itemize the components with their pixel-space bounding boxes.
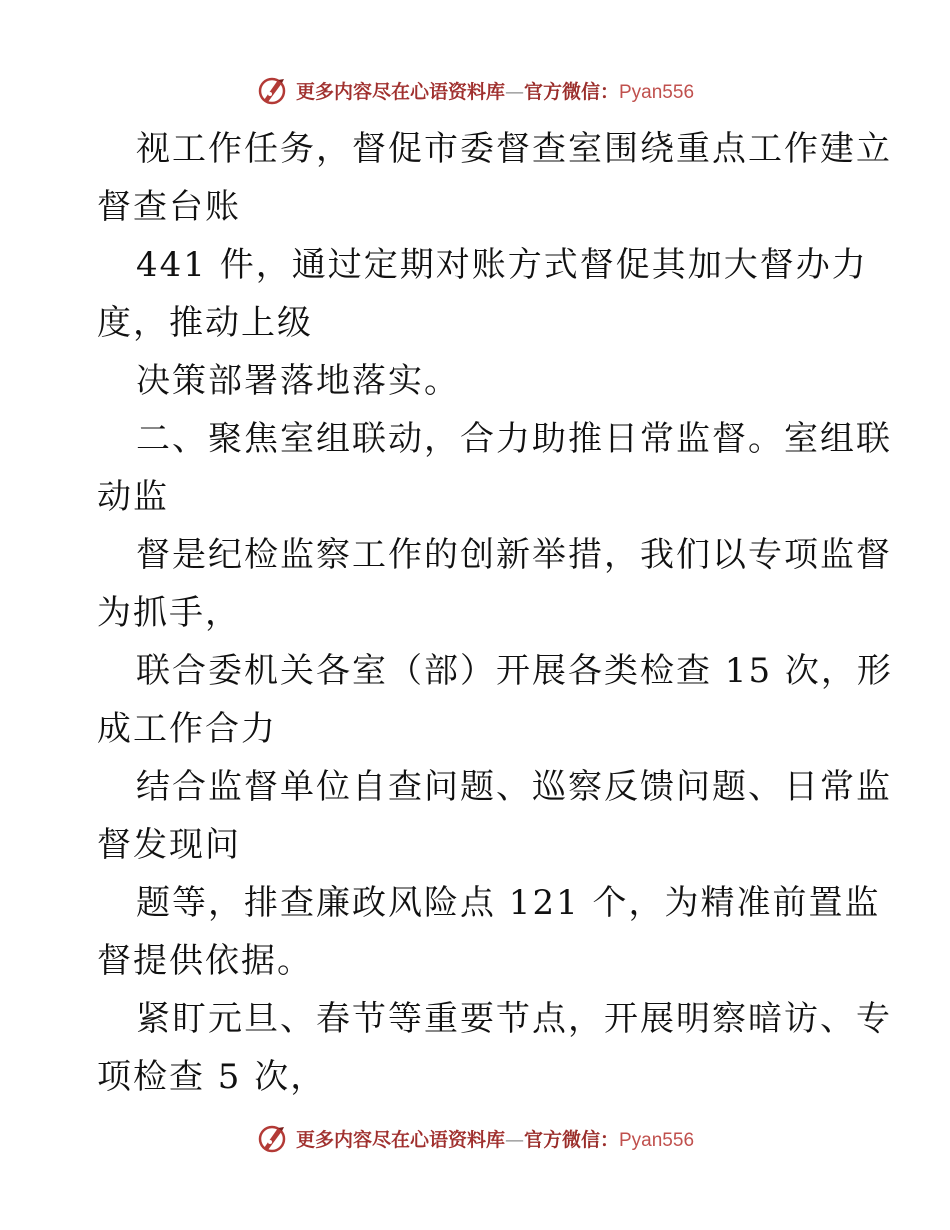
pen-logo-icon [256,74,288,106]
body-line: 紧盯元旦、春节等重要节点，开展明察暗访、专 [136,999,892,1039]
footer-banner-official: 官方微信： [523,1128,619,1151]
footer-banner-dash: — [504,1128,524,1151]
body-line: 督是纪检监察工作的创新举措，我们以专项监督 [136,535,892,575]
body-line: 成工作合力 [97,709,277,749]
body-line: 督提供依据。 [97,941,313,981]
body-line: 度，推动上级 [97,303,313,343]
header-banner-title: 更多内容尽在心语资料库 [295,80,505,103]
header-banner-official: 官方微信： [523,80,619,103]
footer-banner-title: 更多内容尽在心语资料库 [295,1128,505,1151]
footer-banner [0,1118,950,1158]
body-line: 决策部署落地落实。 [136,361,460,401]
body-line: 督查台账 [97,187,241,227]
body-line: 结合监督单位自查问题、巡察反馈问题、日常监 [136,767,892,807]
header-banner [0,70,950,110]
body-line: 441 件，通过定期对账方式督促其加大督办力 [136,245,868,285]
body-line: 视工作任务，督促市委督查室围绕重点工作建立 [136,129,892,169]
body-line: 二、聚焦室组联动，合力助推日常监督。室组联 [136,419,892,459]
header-banner-text [296,77,694,104]
header-banner-wechat: Pyan556 [619,81,695,103]
body-line: 联合委机关各室（部）开展各类检查 15 次，形 [136,651,893,691]
pen-logo-icon [256,1122,288,1154]
body-line: 督发现问 [97,825,241,865]
header-banner-dash: — [504,80,524,103]
body-line: 动监 [97,477,169,517]
footer-banner-wechat: Pyan556 [619,1129,695,1151]
body-line: 项检查 5 次， [97,1057,327,1097]
footer-banner-text [296,1125,694,1152]
body-line: 为抓手， [97,593,241,633]
body-line: 题等，排查廉政风险点 121 个，为精准前置监 [136,883,881,923]
